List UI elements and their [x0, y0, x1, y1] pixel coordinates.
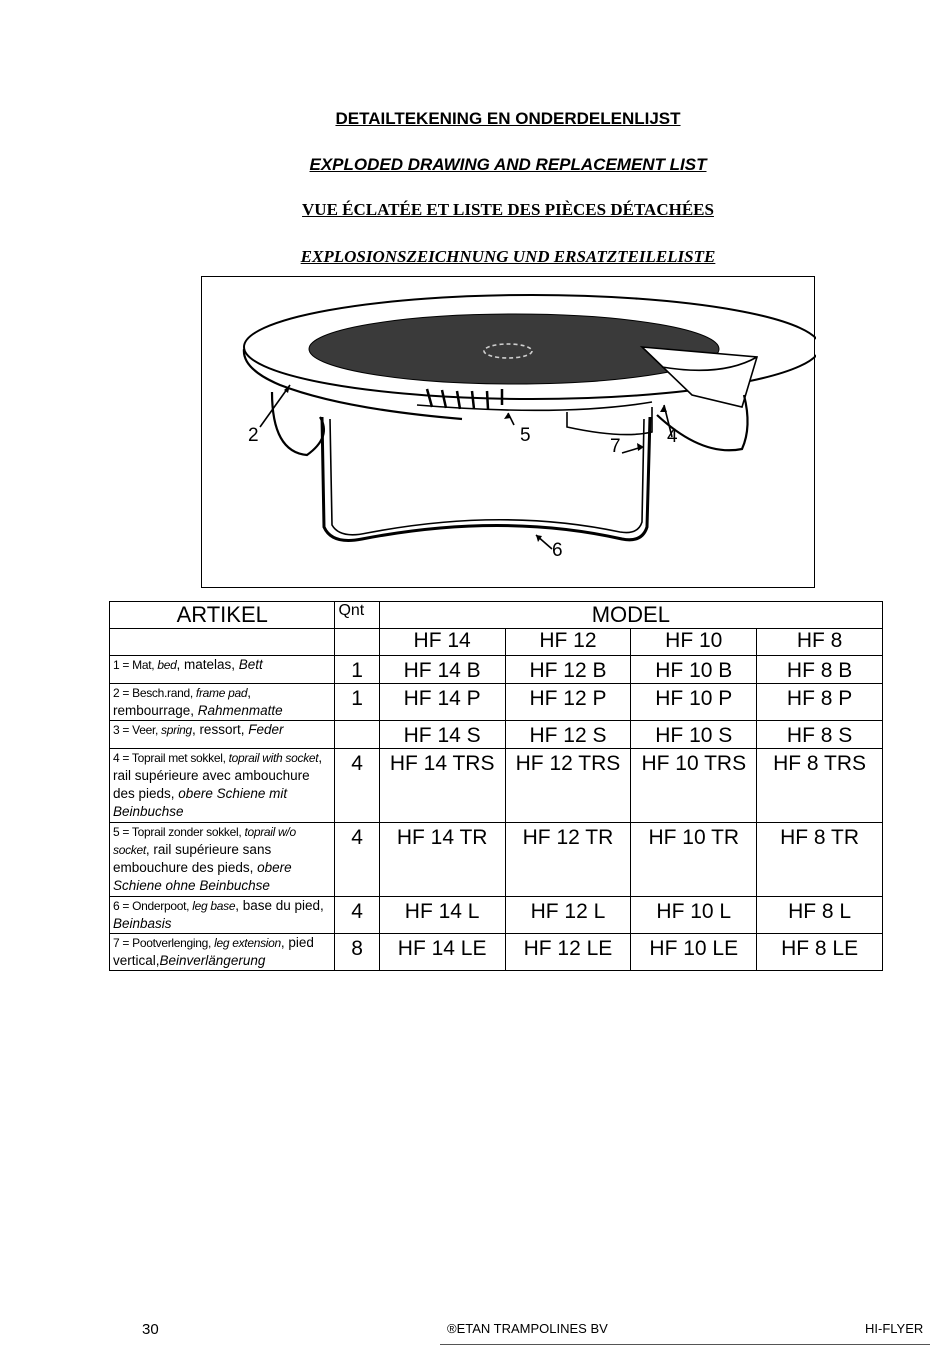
header-article: ARTIKEL	[110, 602, 335, 629]
part-code: HF 14 P	[379, 684, 505, 721]
part-description: 7 = Pootverlenging, leg extension, pied vertical,Beinverlängerung	[110, 934, 335, 971]
part-code: HF 12 TRS	[505, 749, 631, 823]
part-code: HF 10 TR	[631, 823, 757, 897]
part-description: 1 = Mat, bed, matelas, Bett	[110, 656, 335, 684]
model-hf10: HF 10	[631, 629, 757, 656]
callout-6: 6	[552, 540, 563, 561]
part-code: HF 10 B	[631, 656, 757, 684]
table-row	[110, 684, 883, 721]
copyright: ®ETAN TRAMPOLINES BV	[447, 1321, 608, 1336]
part-code: HF 8 S	[757, 721, 883, 749]
table-row	[110, 721, 883, 749]
table-row	[110, 749, 883, 823]
empty-cell	[110, 629, 335, 656]
part-code: HF 12 B	[505, 656, 631, 684]
part-code: HF 10 P	[631, 684, 757, 721]
part-code: HF 14 LE	[379, 934, 505, 971]
table-row	[110, 934, 883, 971]
part-code: HF 14 TRS	[379, 749, 505, 823]
model-hf12: HF 12	[505, 629, 631, 656]
part-code: HF 12 TR	[505, 823, 631, 897]
callout-7: 7	[610, 436, 621, 457]
empty-cell	[335, 629, 379, 656]
table-models-row	[110, 629, 883, 656]
model-hf8: HF 8	[757, 629, 883, 656]
table-row	[110, 823, 883, 897]
trampoline-illustration	[202, 277, 816, 589]
part-code: HF 12 P	[505, 684, 631, 721]
part-code: HF 8 TRS	[757, 749, 883, 823]
part-code: HF 12 LE	[505, 934, 631, 971]
part-code: HF 8 L	[757, 897, 883, 934]
part-quantity: 4	[335, 749, 379, 823]
title-dutch: DETAILTEKENING EN ONDERDELENLIJST	[335, 109, 681, 128]
part-description: 6 = Onderpoot, leg base, base du pied, Beinbasis	[110, 897, 335, 934]
part-code: HF 10 LE	[631, 934, 757, 971]
part-code: HF 10 L	[631, 897, 757, 934]
part-quantity	[335, 721, 379, 749]
part-code: HF 14 TR	[379, 823, 505, 897]
title-english: EXPLODED DRAWING AND REPLACEMENT LIST	[309, 155, 707, 174]
part-code: HF 8 LE	[757, 934, 883, 971]
part-code: HF 8 TR	[757, 823, 883, 897]
header-model: MODEL	[379, 602, 882, 629]
part-quantity: 1	[335, 656, 379, 684]
part-code: HF 8 P	[757, 684, 883, 721]
table-row	[110, 897, 883, 934]
title-french: VUE ÉCLATÉE ET LISTE DES PIÈCES DÉTACHÉES	[302, 200, 714, 219]
part-description: 3 = Veer, spring, ressort, Feder	[110, 721, 335, 749]
part-quantity: 1	[335, 684, 379, 721]
table-row	[110, 656, 883, 684]
part-code: HF 14 B	[379, 656, 505, 684]
part-code: HF 10 TRS	[631, 749, 757, 823]
part-code: HF 12 S	[505, 721, 631, 749]
part-code: HF 14 L	[379, 897, 505, 934]
callout-4: 4	[667, 426, 678, 447]
title-german: EXPLOSIONSZEICHNUNG UND ERSATZTEILELISTE	[300, 247, 716, 266]
part-code: HF 8 B	[757, 656, 883, 684]
callout-2: 2	[248, 425, 259, 446]
model-hf14: HF 14	[379, 629, 505, 656]
footer-rule	[440, 1344, 930, 1345]
part-quantity: 4	[335, 823, 379, 897]
part-quantity: 8	[335, 934, 379, 971]
page-number: 30	[142, 1321, 159, 1338]
part-code: HF 10 S	[631, 721, 757, 749]
brand-name: HI-FLYER	[865, 1321, 924, 1336]
part-description: 2 = Besch.rand, frame pad, rembourrage, Rahmenmatte	[110, 684, 335, 721]
exploded-drawing	[201, 276, 815, 588]
parts-table	[109, 601, 883, 971]
header-quantity: Qnt	[335, 602, 379, 629]
part-code: HF 12 L	[505, 897, 631, 934]
callout-5: 5	[520, 425, 531, 446]
part-description: 4 = Toprail met sokkel, toprail with socket, rail supérieure avec ambouchure des pieds, obere Schiene mit Beinbuchse	[110, 749, 335, 823]
part-quantity: 4	[335, 897, 379, 934]
part-code: HF 14 S	[379, 721, 505, 749]
table-header-row	[110, 602, 883, 629]
part-description: 5 = Toprail zonder sokkel, toprail w/o socket, rail supérieure sans embouchure des pieds, obere Schiene ohne Beinbuchse	[110, 823, 335, 897]
